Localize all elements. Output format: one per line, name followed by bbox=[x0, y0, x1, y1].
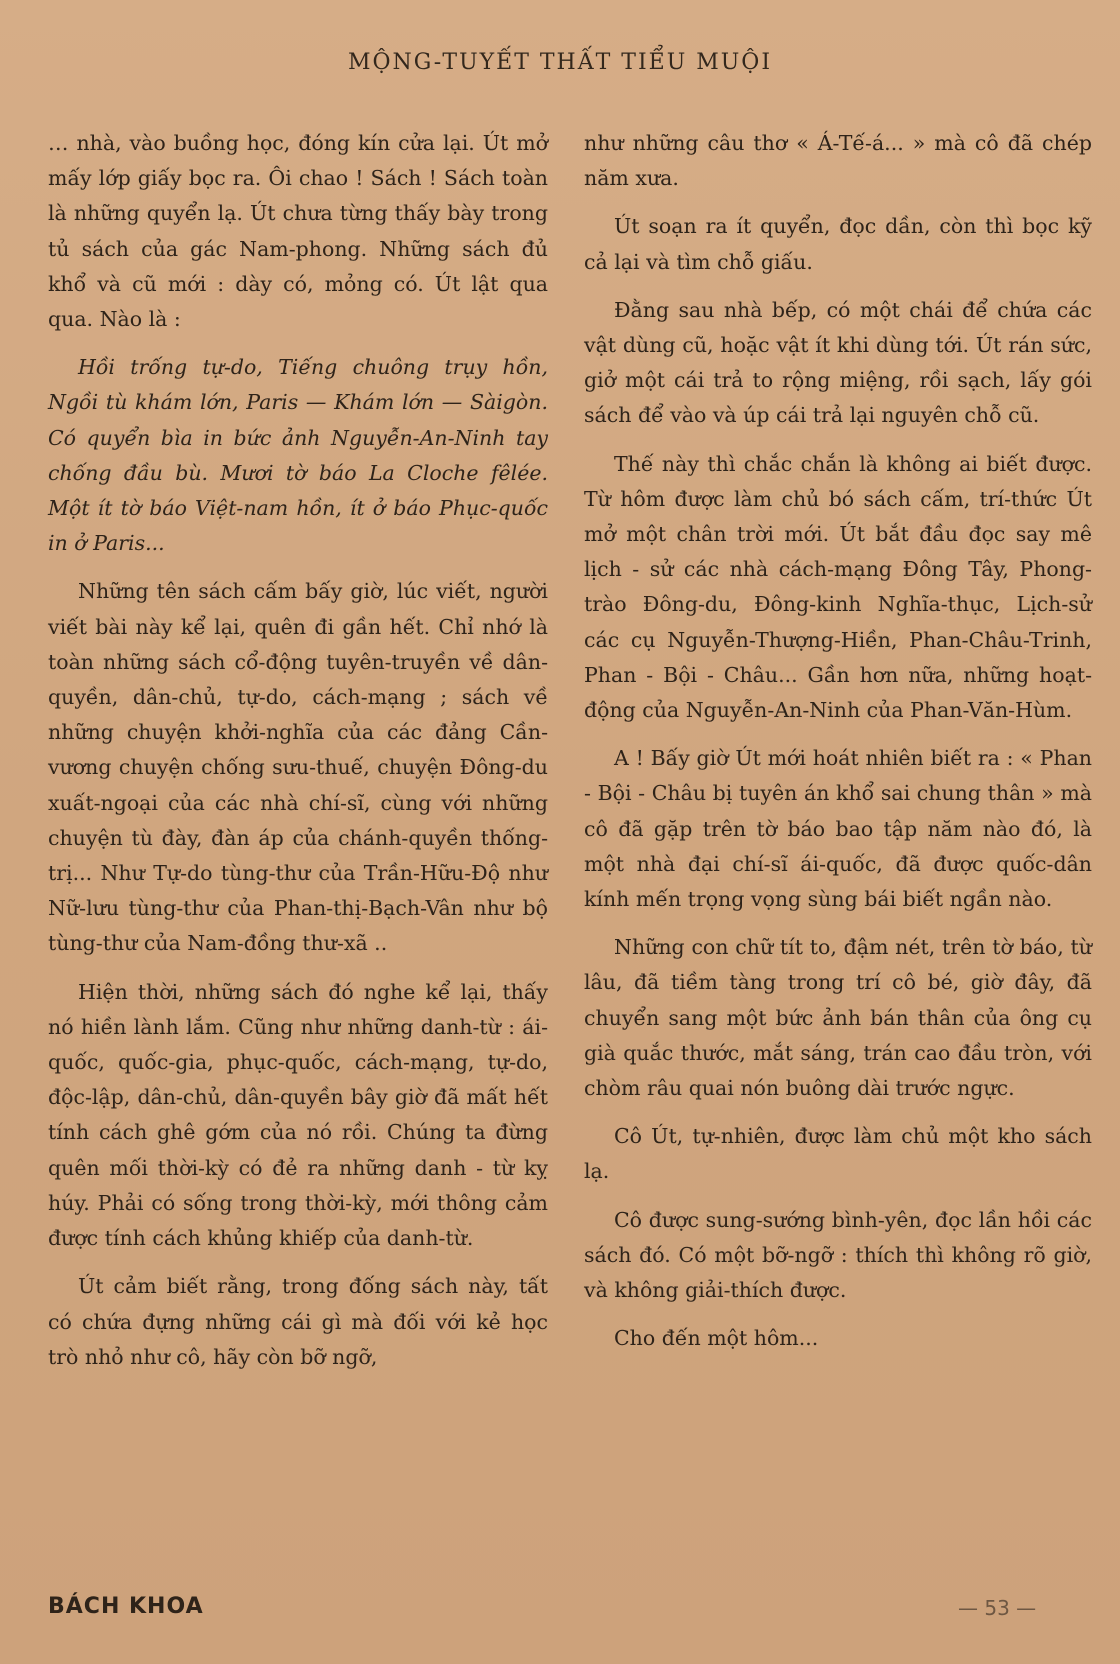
left-column bbox=[48, 126, 548, 1388]
paragraph: Đằng sau nhà bếp, có một chái để chứa các vật dùng cũ, hoặc vật ít khi dùng tới. Út rán sức, giở một cái trả to rộng miệng, rồi sạch, lấy gói sách để vào và úp cái trả lại nguyên chỗ cũ. bbox=[584, 297, 1092, 428]
paragraph: Cô được sung-sướng bình-yên, đọc lần hồi các sách đó. Có một bỡ-ngỡ : thích thì không rõ giờ, và không giải-thích được. bbox=[584, 1207, 1092, 1303]
paragraph: Hiện thời, những sách đó nghe kể lại, thấy nó hiền lành lắm. Cũng như những danh-từ : ái-quốc, quốc-gia, phục-quốc, cách-mạng, tự-do, độc-lập, dân-chủ, dân-quyền bây giờ đã mất hết tính cách ghê gớm của nó rồi. Chúng ta đừng quên mối thời-kỳ có đẻ ra những danh - từ kỵ húy. Phải có sống trong thời-kỳ, mới thông cảm được tính cách khủng khiếp của danh-từ. bbox=[48, 979, 548, 1251]
running-header: MỘNG-TUYẾT THẤT TIỂU MUỘI bbox=[347, 50, 773, 75]
paragraph: Những con chữ tít to, đậm nét, trên tờ báo, từ lâu, đã tiềm tàng trong trí cô bé, giờ đây, đã chuyển sang một bức ảnh bán thân của ông cụ già quắc thước, mắt sáng, trán cao đầu tròn, với chòm râu quai nón buông dài trước ngực. bbox=[584, 935, 1092, 1101]
paragraph: Thế này thì chắc chắn là không ai biết được. Từ hôm được làm chủ bó sách cấm, trí-thức Út mở một chân trời mới. Út bắt đầu đọc say mê lịch - sử các nhà cách-mạng Đông Tây, Phong-trào Đông-du, Đông-kinh Nghĩa-thục, Lịch-sử các cụ Nguyễn-Thượng-Hiền, Phan-Châu-Trinh, Phan - Bội - Châu... Gần hơn nữa, những hoạt-động của Nguyễn-An-Ninh của Phan-Văn-Hùm. bbox=[584, 451, 1092, 723]
magazine-name: BÁCH KHOA bbox=[48, 1594, 204, 1619]
paragraph: Những tên sách cấm bấy giờ, lúc viết, người viết bài này kể lại, quên đi gần hết. Chỉ nhớ là toàn những sách cổ-động tuyên-truyền về dân-quyền, dân-chủ, tự-do, cách-mạng ; sách về những chuyện khởi-nghĩa của các đảng Cần-vương chuyện chống sưu-thuế, chuyện Đông-du xuất-ngoại của các nhà chí-sĩ, cùng với những chuyện tù đày, đàn áp của chánh-quyền thống-trị... Như Tự-do tùng-thư của Trần-Hữu-Độ như Nữ-lưu tùng-thư của Phan-thị-Bạch-Vân như bộ tùng-thư của Nam-đồng thư-xã .. bbox=[48, 579, 548, 956]
paragraph: … nhà, vào buồng học, đóng kín cửa lại. Út mở mấy lớp giấy bọc ra. Ôi chao ! Sách ! Sách toàn là những quyển lạ. Út chưa từng thấy bày trong tủ sách của gác Nam-phong. Những sách đủ khổ và cũ mới : dày có, mỏng có. Út lật qua qua. Nào là : bbox=[48, 131, 548, 332]
right-column bbox=[584, 126, 1092, 1370]
paragraph: Út cảm biết rằng, trong đống sách này, tất có chứa đựng những cái gì mà đối với kẻ học trò nhỏ như cô, hãy còn bỡ ngỡ, bbox=[48, 1274, 548, 1369]
paragraph: Út soạn ra ít quyển, đọc dần, còn thì bọc kỹ cả lại và tìm chỗ giấu. bbox=[584, 214, 1092, 274]
paragraph: Hồi trống tự-do, Tiếng chuông trụy hồn, Ngồi tù khám lớn, Paris — Khám lớn — Sàigòn. Có quyển bìa in bức ảnh Nguyễn-An-Ninh tay chống đầu bù. Mươi tờ báo La Cloche fêlée. Một ít tờ báo Việt-nam hồn, ít ở báo Phục-quốc in ở Paris... bbox=[48, 355, 548, 556]
paragraph: như những câu thơ « Á-Tế-á... » mà cô đã chép năm xưa. bbox=[584, 131, 1092, 191]
paragraph: Cô Út, tự-nhiên, được làm chủ một kho sách lạ. bbox=[584, 1124, 1092, 1184]
paragraph: Cho đến một hôm... bbox=[614, 1326, 819, 1351]
paragraph: A ! Bấy giờ Út mới hoát nhiên biết ra : « Phan - Bội - Châu bị tuyên án khổ sai chung thân » mà cô đã gặp trên tờ báo bao tập năm nào đó, là một nhà đại chí-sĩ ái-quốc, đã được quốc-dân kính mến trọng vọng sùng bái biết ngần nào. bbox=[584, 746, 1092, 912]
page-number: — 53 — bbox=[958, 1596, 1037, 1620]
